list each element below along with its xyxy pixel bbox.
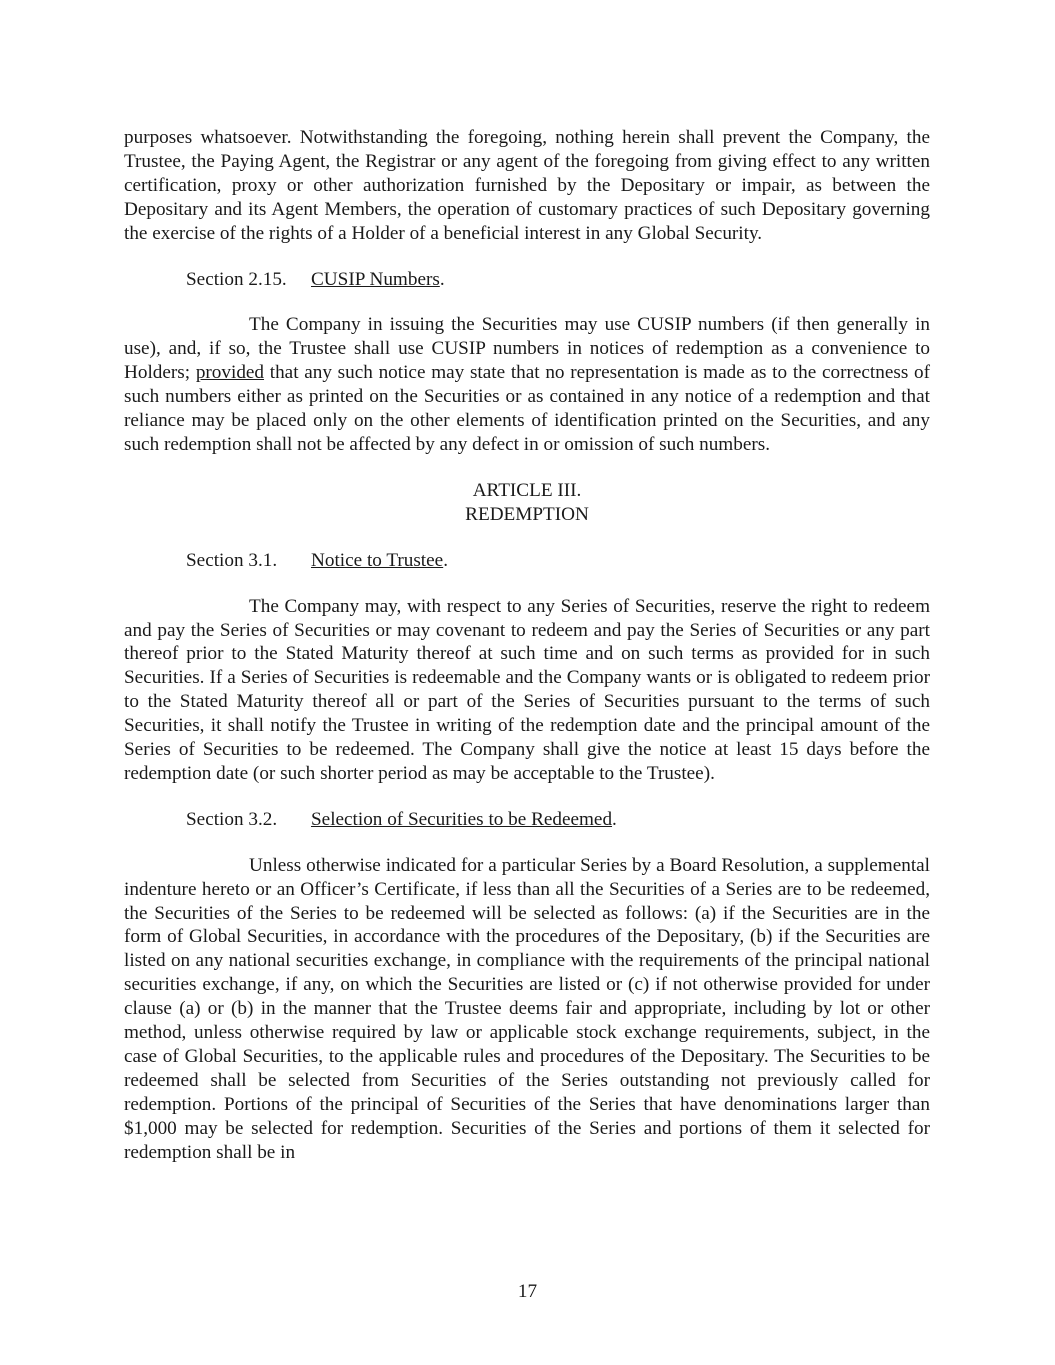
provided-term: provided — [195, 362, 265, 384]
section-3-2-body: Unless otherwise indicated for a particular Series by a Board Resolution, a supplemental indenture hereto or an Officer’s Certificate, if less than all the Securities of a Series are to be redeemed, the Securities of the Series to be redeemed will be selected as follows: (a) if the Securities are in the form of Global Securities, in accordance with the procedures of the Depositary, (b) if the Securities are listed on any national securities exchange, in compliance with the requirements of the principal national securities exchange, if any, on which the Securities are listed or (c) if not otherwise provided for under clause (a) or (b) in the manner that the Trustee deems fair and appropriate, including by lot or other method, unless otherwise required by law or applicable stock exchange requirements, subject, in the case of Global Securities, to the applicable rules and procedures of the Depositary. The Securities to be redeemed shall be selected from Securities of the Series outstanding not previously called for redemption. Portions of the principal of Securities of the Series that have denominations larger than $1,000 may be selected for redemption. Securities of the Series and portions of them it selected for redemption shall be in — [124, 854, 930, 1163]
section-2-15-heading: Section 2.15. CUSIP Numbers. — [186, 268, 445, 290]
section-title: Selection of Securities to be Redeemed — [311, 808, 613, 830]
section-number: Section 3.1. — [186, 549, 278, 571]
section-title: Notice to Trustee — [311, 549, 444, 571]
section-2-15-body: The Company in issuing the Securities may use CUSIP numbers (if then generally in use), and, if so, the Trustee shall use CUSIP numbers in notices of redemption as a convenience to Holders; provided that any such notice may state that no representation is made as to the correctness of such numbers either as printed on the Securities or as contained in any notice of a redemption and that reliance may be placed only on the other elements of identification printed on the Securities, and any such redemption shall not be affected by any defect in or omission of such numbers. — [124, 314, 930, 455]
article-number: ARTICLE III. — [472, 479, 582, 501]
section-title: CUSIP Numbers — [311, 268, 440, 290]
section-number: Section 3.2. — [186, 808, 278, 830]
section-3-1-body: The Company may, with respect to any Series of Securities, reserve the right to redeem and pay the Series of Securities or may covenant to redeem and pay the Series of Securities or any part thereof prior to the Stated Maturity thereof at such time and on such terms as provided for in such Securities. If a Series of Securities is redeemable and the Company wants or is obligated to redeem prior to the Stated Maturity thereof all or part of the Series of Securities pursuant to the terms of such Securities, it shall notify the Trustee in writing of the redemption date and the principal amount of the Series of Securities to be redeemed. The Company shall give the notice at least 15 days before the redemption date (or such shorter period as may be acceptable to the Trustee). — [124, 595, 930, 784]
page-number: 17 — [517, 1281, 538, 1302]
article-title: REDEMPTION — [465, 503, 589, 525]
section-number: Section 2.15. — [186, 268, 287, 290]
section-3-2-heading: Section 3.2. Selection of Securities to be Redeemed. — [186, 808, 617, 830]
carryover-paragraph: purposes whatsoever. Notwithstanding the foregoing, nothing herein shall prevent the Company, the Trustee, the Paying Agent, the Registrar or any agent of the foregoing from giving effect to any written certification, proxy or other authorization furnished by the Depositary or impair, as between the Depositary and its Agent Members, the operation of customary practices of such Depositary governing the exercise of the rights of a Holder of a beneficial interest in any Global Security. — [124, 127, 930, 244]
section-3-1-heading: Section 3.1. Notice to Trustee. — [186, 549, 448, 571]
document-page — [124, 126, 930, 1165]
